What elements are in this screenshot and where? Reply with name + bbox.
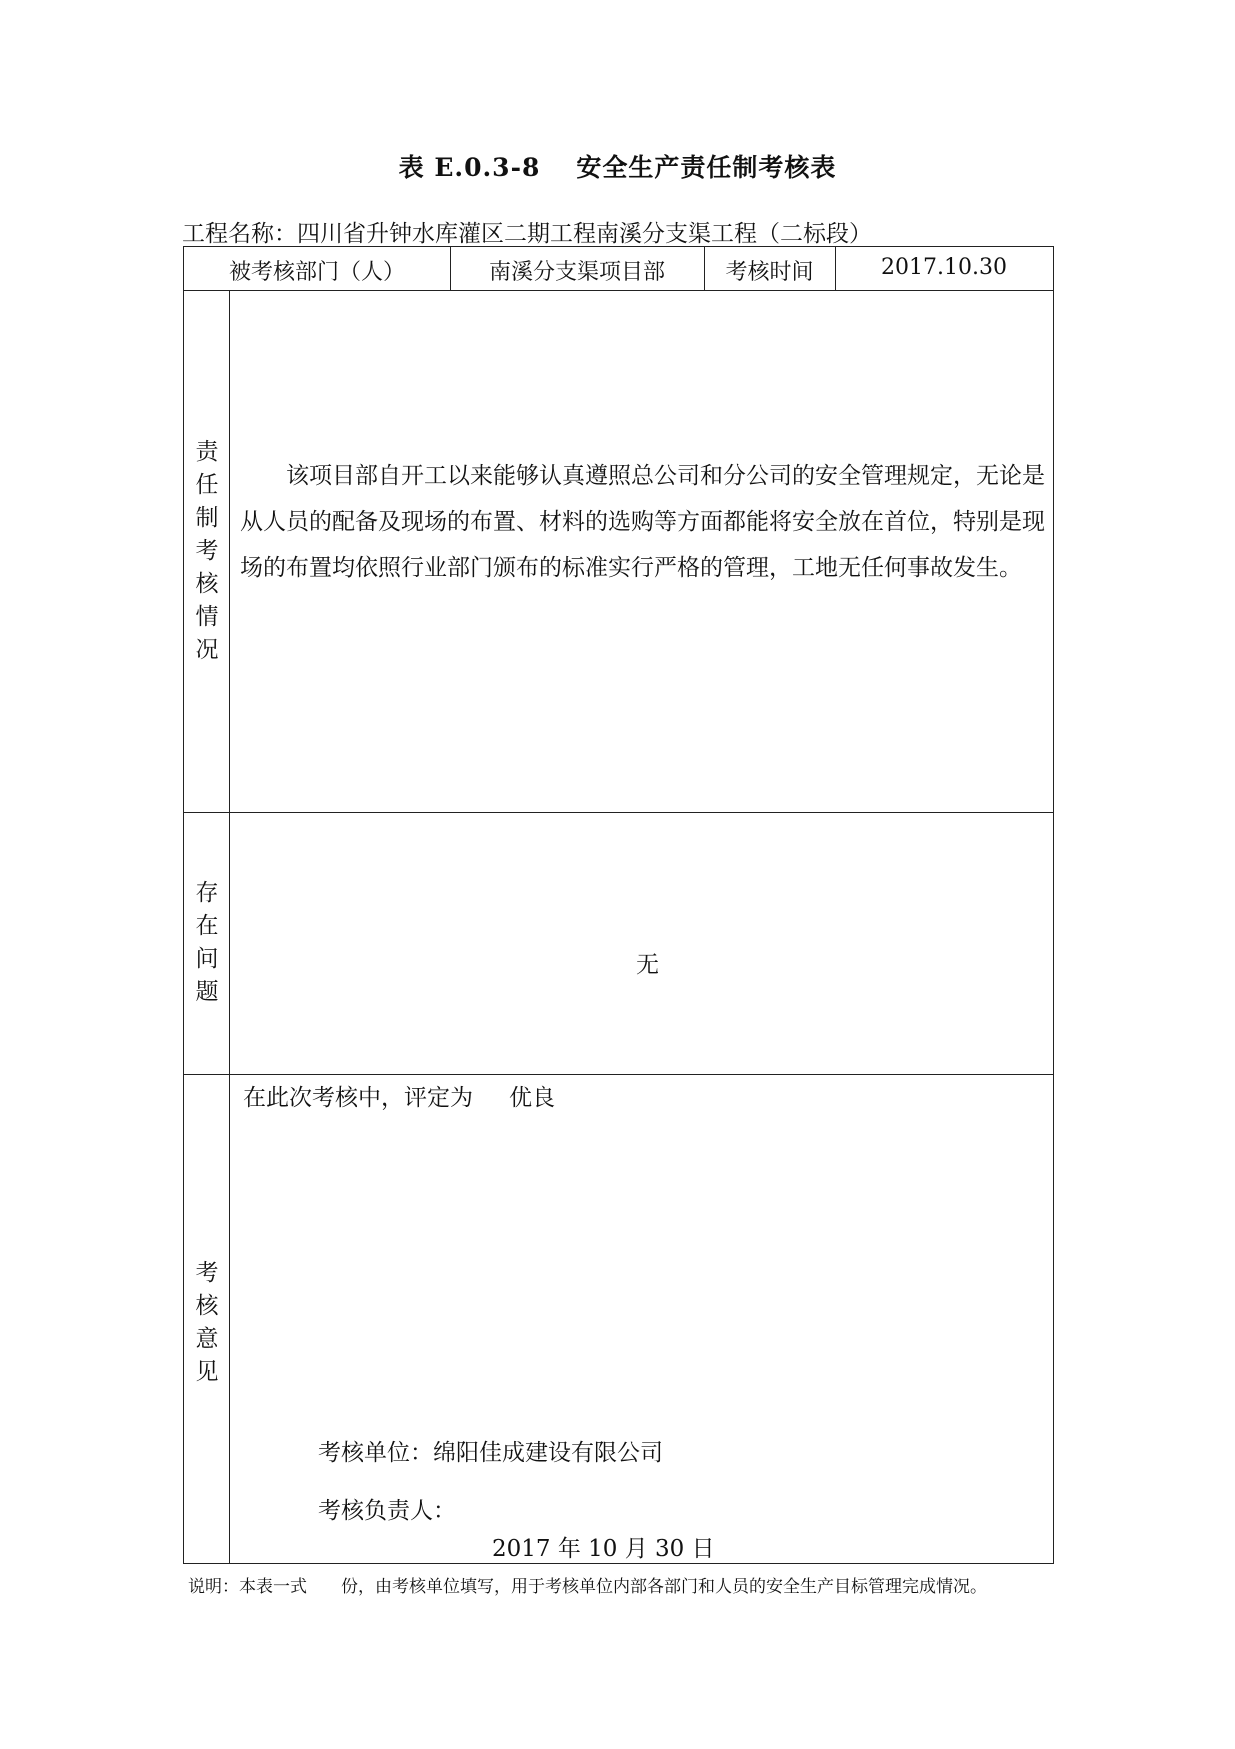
label-char: 见 [195, 1359, 219, 1385]
label-char: 核 [195, 570, 219, 597]
label-char: 况 [195, 636, 219, 663]
problems-text: 无 [636, 952, 659, 978]
label-char: 情 [195, 603, 219, 630]
label-char: 任 [195, 471, 219, 498]
assessment-person: 考核负责人： [318, 1498, 456, 1524]
time-label: 考核时间 [725, 260, 814, 285]
form-title [0, 148, 1235, 184]
label-char: 题 [195, 979, 219, 1005]
rating-prefix: 在此次考核中，评定为 [243, 1085, 473, 1111]
label-char: 问 [195, 946, 219, 972]
rating-value: 优良 [509, 1085, 555, 1111]
time-value: 2017.10.30 [881, 255, 1007, 280]
assessment-table [183, 246, 1054, 1564]
form-name: 安全生产责任制考核表 [576, 153, 837, 182]
dept-value: 南溪分支渠项目部 [488, 260, 665, 285]
label-char: 意 [195, 1326, 219, 1352]
header-row-divider [184, 290, 1053, 291]
footnote: 说明：本表一式 份，由考核单位填写，用于考核单位内部各部门和人员的安全生产目标管理完成情况。 [188, 1577, 987, 1597]
form-code: 表 E.0.3-8 [398, 153, 541, 182]
label-char: 核 [195, 1293, 219, 1319]
label-char: 存 [195, 880, 219, 906]
responsibility-label [184, 290, 230, 812]
problems-label [184, 812, 230, 1074]
assessment-unit: 考核单位：绵阳佳成建设有限公司 [318, 1440, 663, 1466]
label-char: 制 [195, 504, 219, 531]
opinion-label [184, 1257, 230, 1607]
label-char: 责 [195, 438, 219, 465]
assessment-date: 2017 年 10 月 30 日 [492, 1536, 715, 1562]
rating-line [243, 1079, 555, 1112]
label-char: 考 [195, 1260, 219, 1286]
label-char: 在 [195, 913, 219, 939]
section-divider-2 [184, 1074, 1053, 1075]
dept-label: 被考核部门（人） [228, 260, 405, 285]
section-divider-1 [184, 812, 1053, 813]
responsibility-text: 该项目部自开工以来能够认真遵照总公司和分公司的安全管理规定，无论是从人员的配备及现场的布置、材料的选购等方面都能将安全放在首位，特别是现场的布置均依照行业部门颁布的标准实行严格的管理，工地无任何事故发生。 [240, 463, 1045, 581]
project-name-line: 工程名称：四川省升钟水库灌区二期工程南溪分支渠工程（二标段） [182, 221, 872, 247]
label-char: 考 [195, 537, 219, 564]
